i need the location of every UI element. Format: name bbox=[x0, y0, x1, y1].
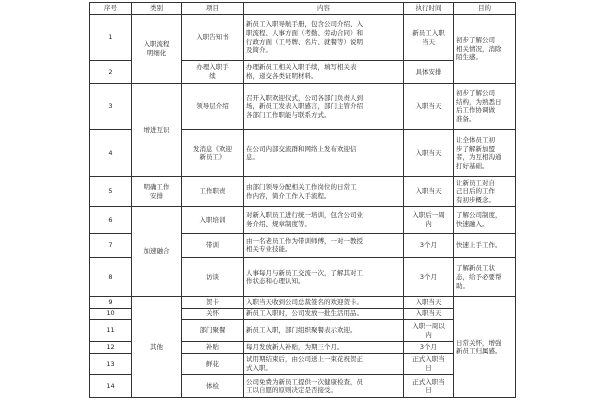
row-time: 入职当天 bbox=[404, 177, 454, 207]
row-content: 试用期结束后，由公司送上一束花祝贺正 式入职。 bbox=[244, 353, 404, 375]
row-time: 3个月 bbox=[404, 258, 454, 297]
row-item: 体检 bbox=[182, 375, 244, 398]
row-time: 入职当天 bbox=[404, 129, 454, 176]
header-content: 内容 bbox=[244, 3, 404, 15]
row-item: 关怀 bbox=[182, 308, 244, 319]
row-time: 入职当天 bbox=[404, 297, 454, 308]
row-content: 召开入职欢迎仪式，公司各部门负责人到 场，新员工发表入职感言，部门主管介绍 各部门工作职能与联系方式。 bbox=[244, 83, 404, 129]
row-no: 3 bbox=[90, 83, 132, 129]
row-item: 部门聚餐 bbox=[182, 319, 244, 342]
row-purpose: 初步了解公司 相关情况，消除 陌生感。 bbox=[454, 15, 516, 84]
row-content: 办理新员工相关入职手续，填写相关表 格，递交各类证明材料。 bbox=[244, 61, 404, 84]
table-row bbox=[90, 177, 516, 207]
row-no: 12 bbox=[90, 342, 132, 353]
row-time: 入职一周以 内 bbox=[404, 319, 454, 342]
row-time: 正式入职当 日 bbox=[404, 353, 454, 375]
header-category: 类别 bbox=[132, 3, 182, 15]
row-item: 发消息《欢迎 新员工》 bbox=[182, 129, 244, 176]
row-item: 入职培训 bbox=[182, 206, 244, 233]
row-time: 3个月 bbox=[404, 342, 454, 353]
row-category: 入职流程 明细化 bbox=[132, 15, 182, 84]
row-content: 由一名老员工作为带训师傅，一对一教授 相关专业技能。 bbox=[244, 233, 404, 258]
row-no: 8 bbox=[90, 258, 132, 297]
row-no: 7 bbox=[90, 233, 132, 258]
row-time: 入职当天 bbox=[404, 83, 454, 129]
row-content: 由部门领导分配相关工作岗位的日常工 作内容，简介工作入手流程。 bbox=[244, 177, 404, 207]
row-no: 1 bbox=[90, 15, 132, 61]
row-no: 14 bbox=[90, 375, 132, 398]
row-content: 对新入职员工进行统一培训，包含公司业 务介绍、规章制度等。 bbox=[244, 206, 404, 233]
row-content: 新员工入职，部门组织聚餐表示欢迎。 bbox=[244, 319, 404, 342]
row-no: 4 bbox=[90, 129, 132, 176]
row-no: 6 bbox=[90, 206, 132, 233]
row-item: 入职告知书 bbox=[182, 15, 244, 61]
row-content: 新员工入职导航手册，包含公司介绍、入 职流程、人事方面（考勤、劳动合同）和 行政方面（工号牌、名片、就餐等）说明 及简介。 bbox=[244, 15, 404, 61]
row-content: 每月发放新人补贴，为期三个月。 bbox=[244, 342, 404, 353]
row-item: 办理入职手 续 bbox=[182, 61, 244, 84]
row-purpose: 了解公司制度， 快速融入。 bbox=[454, 206, 516, 233]
row-category: 增进互识 bbox=[132, 83, 182, 176]
onboarding-plan-table bbox=[89, 2, 516, 398]
row-item: 访谈 bbox=[182, 258, 244, 297]
row-purpose: 初步了解公司 结构，为熟悉日 后工作协调做 准备。 bbox=[454, 83, 516, 129]
row-no: 2 bbox=[90, 61, 132, 84]
row-time: 入职当天 bbox=[404, 308, 454, 319]
row-content: 人事每月与新员工交流一次，了解其对工 作状态和心理认知。 bbox=[244, 258, 404, 297]
row-category: 其他 bbox=[132, 297, 182, 398]
row-no: 10 bbox=[90, 308, 132, 319]
table-header-row bbox=[90, 3, 516, 15]
row-item: 鲜花 bbox=[182, 353, 244, 375]
row-time: 入职后一周 内 bbox=[404, 206, 454, 233]
row-no: 9 bbox=[90, 297, 132, 308]
row-item: 领导层介绍 bbox=[182, 83, 244, 129]
row-time: 3个月 bbox=[404, 233, 454, 258]
row-content: 公司免费为新员工提供一次健康检查，员 工以自愿的原则决定是否接受。 bbox=[244, 375, 404, 398]
table-row bbox=[90, 297, 516, 308]
header-item: 项目 bbox=[182, 3, 244, 15]
row-item: 贺卡 bbox=[182, 297, 244, 308]
row-item: 补贴 bbox=[182, 342, 244, 353]
row-purpose: 让新员工对自 己日后的工作 有初步概念。 bbox=[454, 177, 516, 207]
row-item: 工作职责 bbox=[182, 177, 244, 207]
row-time: 具体安排 bbox=[404, 61, 454, 84]
row-purpose: 快速上手工作。 bbox=[454, 233, 516, 258]
row-no: 5 bbox=[90, 177, 132, 207]
row-purpose: 了解新员工状 态，给予必要帮 助。 bbox=[454, 258, 516, 297]
header-purpose: 目的 bbox=[454, 3, 516, 15]
row-no: 13 bbox=[90, 353, 132, 375]
table-row bbox=[90, 15, 516, 61]
row-time: 正式入职当 日 bbox=[404, 375, 454, 398]
header-time: 执行时间 bbox=[404, 3, 454, 15]
row-purpose: 日常关怀，增强 新员工归属感。 bbox=[454, 297, 516, 398]
row-category: 明确工作 安排 bbox=[132, 177, 182, 207]
table-row bbox=[90, 206, 516, 233]
table-row bbox=[90, 83, 516, 129]
row-content: 新员工入职时，公司发放一批生活用品。 bbox=[244, 308, 404, 319]
row-content: 在公司内部交流群和网络上发布欢迎信 息。 bbox=[244, 129, 404, 176]
row-time: 新员工入职 当天 bbox=[404, 15, 454, 61]
row-purpose: 让全体员工初 步了解新加盟 者，为互相沟通 打好基础。 bbox=[454, 129, 516, 176]
row-item: 带训 bbox=[182, 233, 244, 258]
header-no: 序号 bbox=[90, 3, 132, 15]
row-category: 加速融合 bbox=[132, 206, 182, 296]
row-content: 入职当天收到公司总裁签名的欢迎贺卡。 bbox=[244, 297, 404, 308]
row-no: 11 bbox=[90, 319, 132, 342]
